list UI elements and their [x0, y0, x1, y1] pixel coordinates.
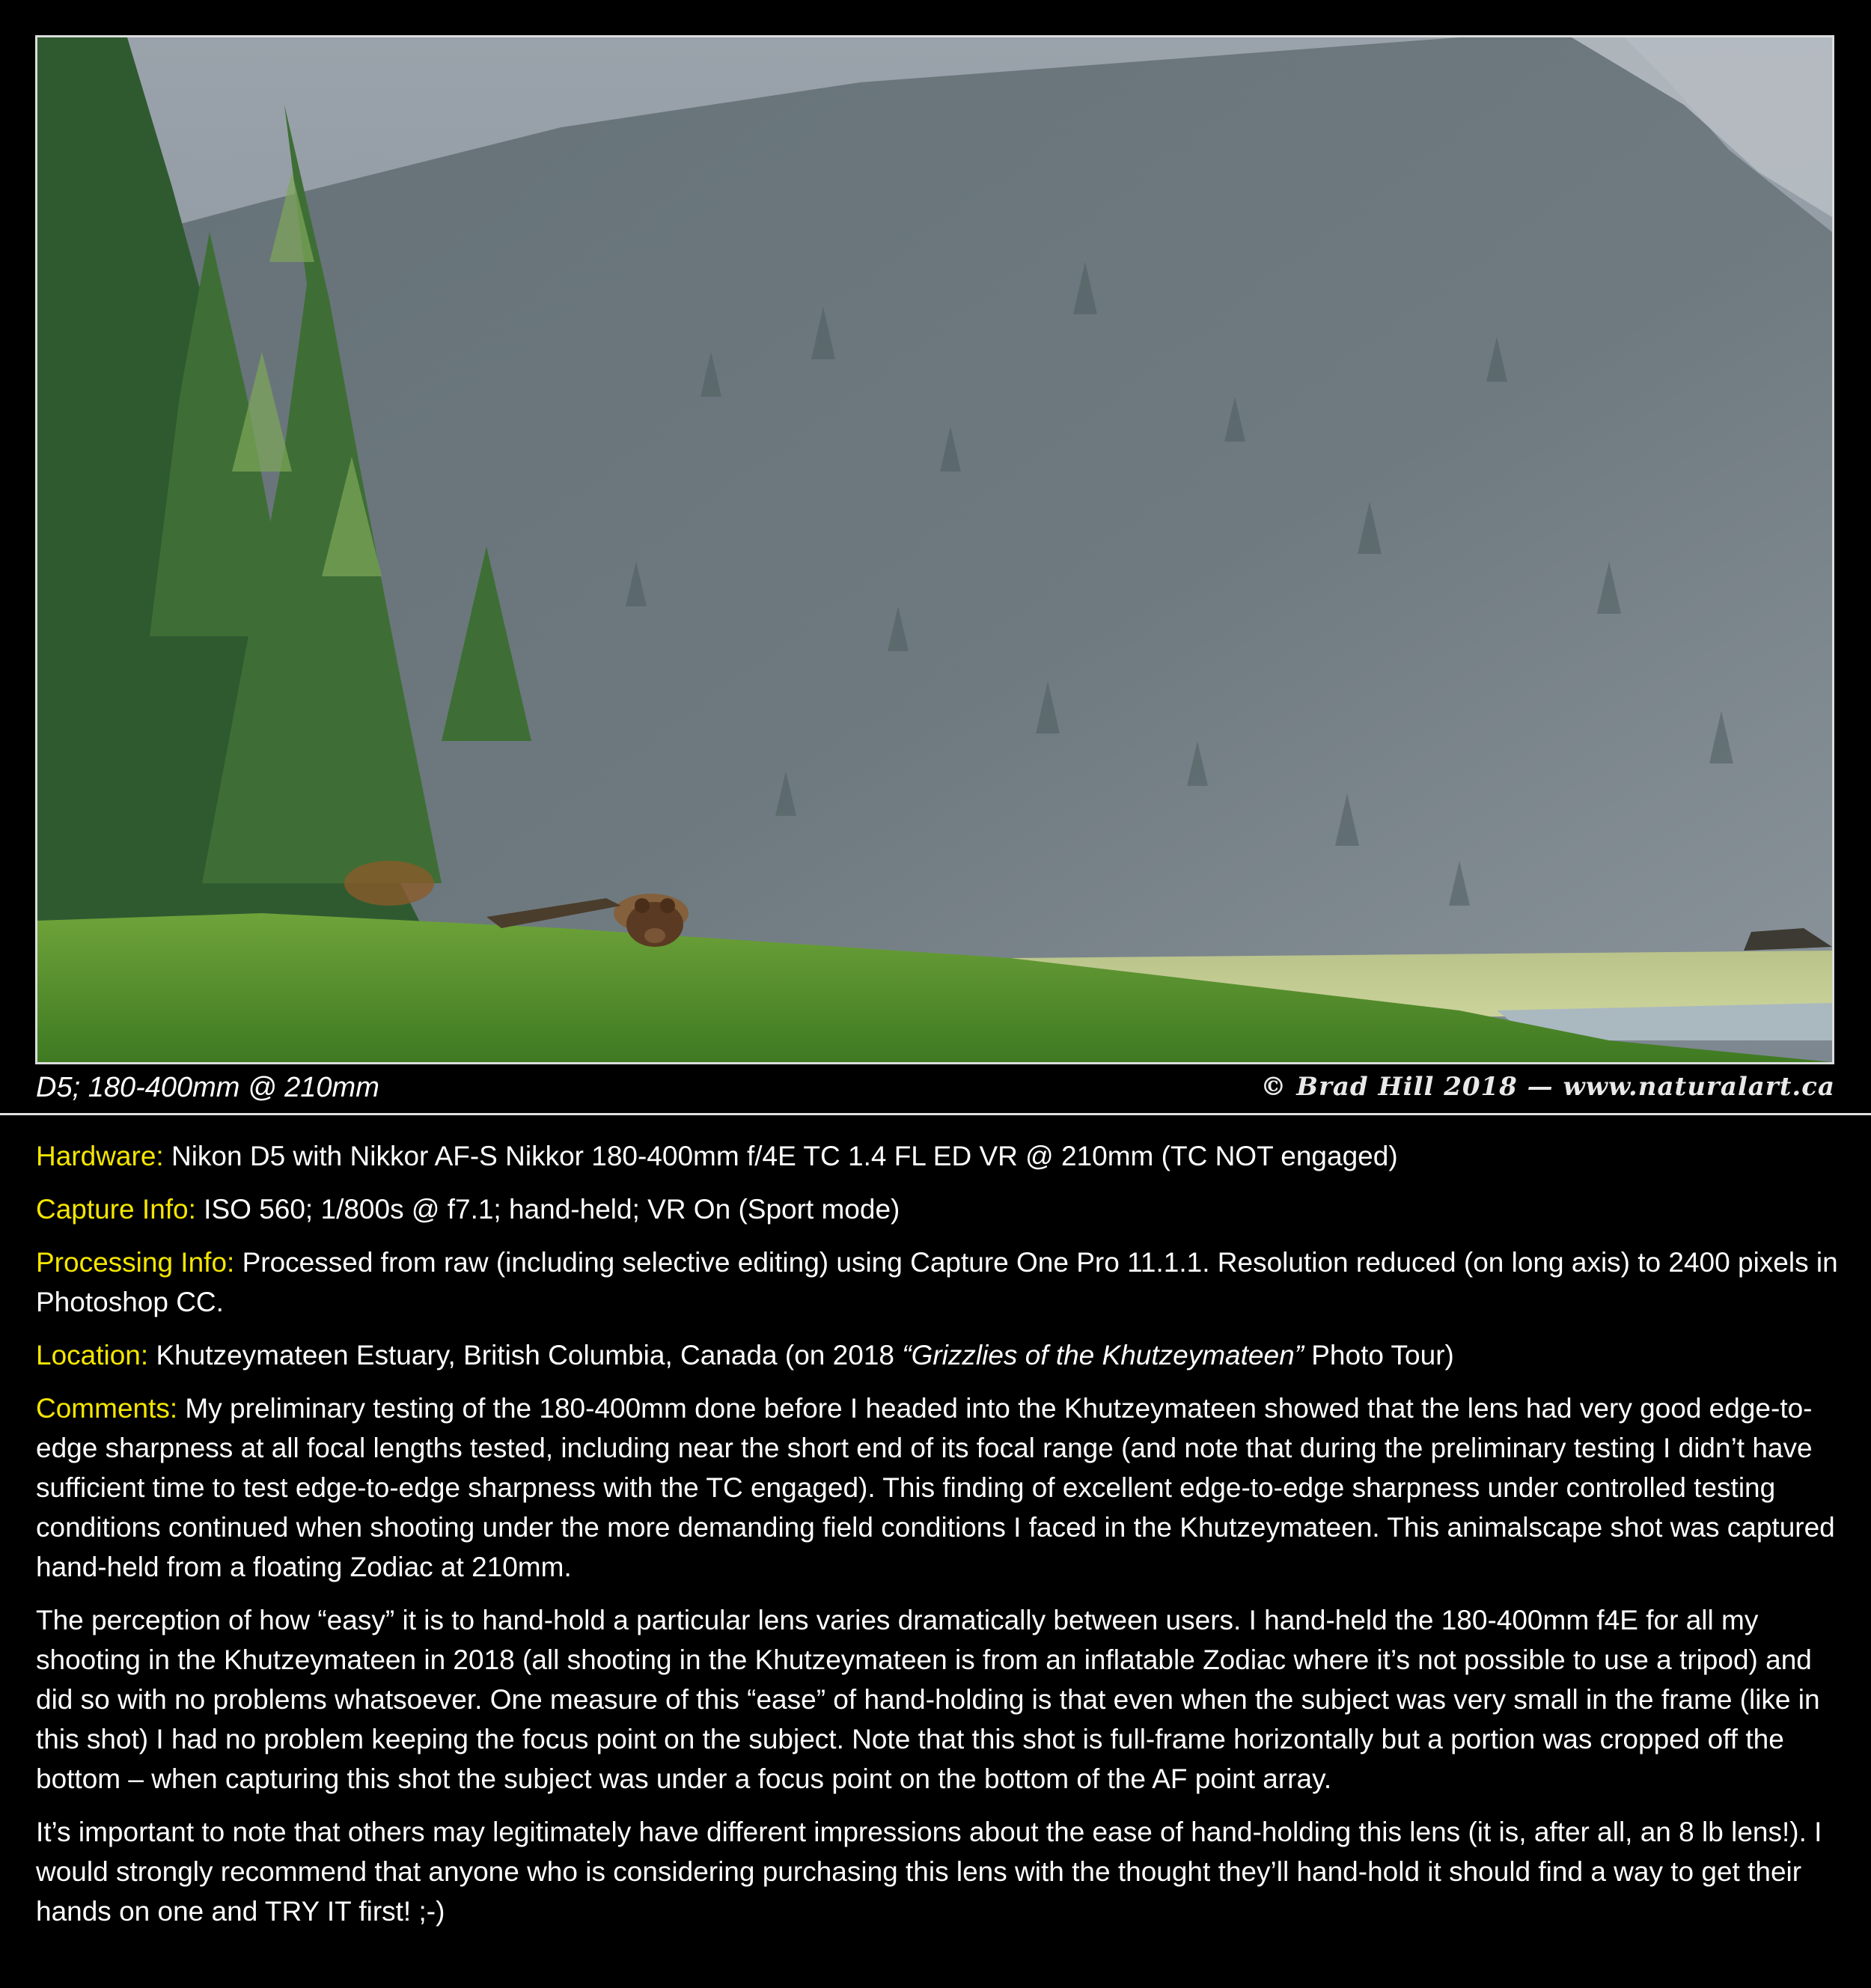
location-line [36, 1335, 1847, 1375]
photo-illustration [37, 37, 1832, 1062]
capture-label: Capture Info: [36, 1194, 196, 1225]
hardware-line [36, 1136, 1847, 1176]
processing-label: Processing Info: [36, 1247, 235, 1278]
camera-caption: D5; 180-400mm @ 210mm [36, 1072, 379, 1103]
comments-paragraph-3: It’s important to note that others may legitimately have different impressions about the ease of hand-holding this lens (it is, after all, an 8 lb lens!). I would strongly recommend that anyone who is considering purchasing this lens with the thought they’ll hand-hold it should find a way to get their hands on one and TRY IT first! ;-) [36, 1817, 1822, 1927]
comments-paragraph-2: The perception of how “easy” it is to hand-hold a particular lens varies dramatically between users. I hand-held the 180-400mm f4E for all my shooting in the Khutzeymateen in 2018 (all shooting in the Khutzeymateen is from an inflatable Zodiac where it’s not possible to use a tripod) and did so with no problems whatsoever. One measure of this “ease” of hand-holding is that even when the subject was very small in the frame (like in this shot) I had no problem keeping the focus point on the subject. Note that this shot is full-frame horizontally but a portion was cropped off the bottom – when capturing this shot the subject was under a focus point on the bottom of the AF point array. [36, 1605, 1820, 1794]
photo-info [36, 1136, 1847, 1945]
hardware-label: Hardware: [36, 1141, 164, 1171]
bear-illustration [626, 898, 683, 947]
comments-text-1: My preliminary testing of the 180-400mm done before I headed into the Khutzeymateen showed that the lens had very good edge-to-edge sharpness at all focal lengths tested, including near the short end of its focal range (and note that during the preliminary testing I didn’t have sufficient time to test edge-to-edge sharpness with the TC engaged). This finding of excellent edge-to-edge sharpness under controlled testing conditions continued when shooting under the more demanding field conditions I faced in the Khutzeymateen. This animalscape shot was captured hand-held from a floating Zodiac at 210mm. [36, 1393, 1835, 1582]
capture-line [36, 1189, 1847, 1229]
copyright-signature: © Brad Hill 2018 — www.naturalart.ca [1260, 1072, 1835, 1102]
comments-label: Comments: [36, 1393, 178, 1424]
location-label: Location: [36, 1340, 149, 1370]
processing-text: Processed from raw (including selective editing) using Capture One Pro 11.1.1. Resolution reduced (on long axis) to 2400 pixels in Photoshop CC. [36, 1247, 1838, 1317]
divider [0, 1113, 1871, 1115]
location-text-after: Photo Tour) [1303, 1340, 1454, 1370]
capture-text: ISO 560; 1/800s @ f7.1; hand-held; VR On (Sport mode) [195, 1194, 900, 1225]
processing-line [36, 1242, 1847, 1322]
comments-paragraph-1 [36, 1388, 1847, 1587]
hardware-text: Nikon D5 with Nikkor AF-S Nikkor 180-400mm f/4E TC 1.4 FL ED VR @ 210mm (TC NOT engaged) [163, 1141, 1398, 1171]
landscape-photo [35, 35, 1834, 1064]
location-tour-name: “Grizzlies of the Khutzeymateen” [902, 1340, 1304, 1370]
location-text-before: Khutzeymateen Estuary, British Columbia, Canada (on 2018 [148, 1340, 903, 1370]
